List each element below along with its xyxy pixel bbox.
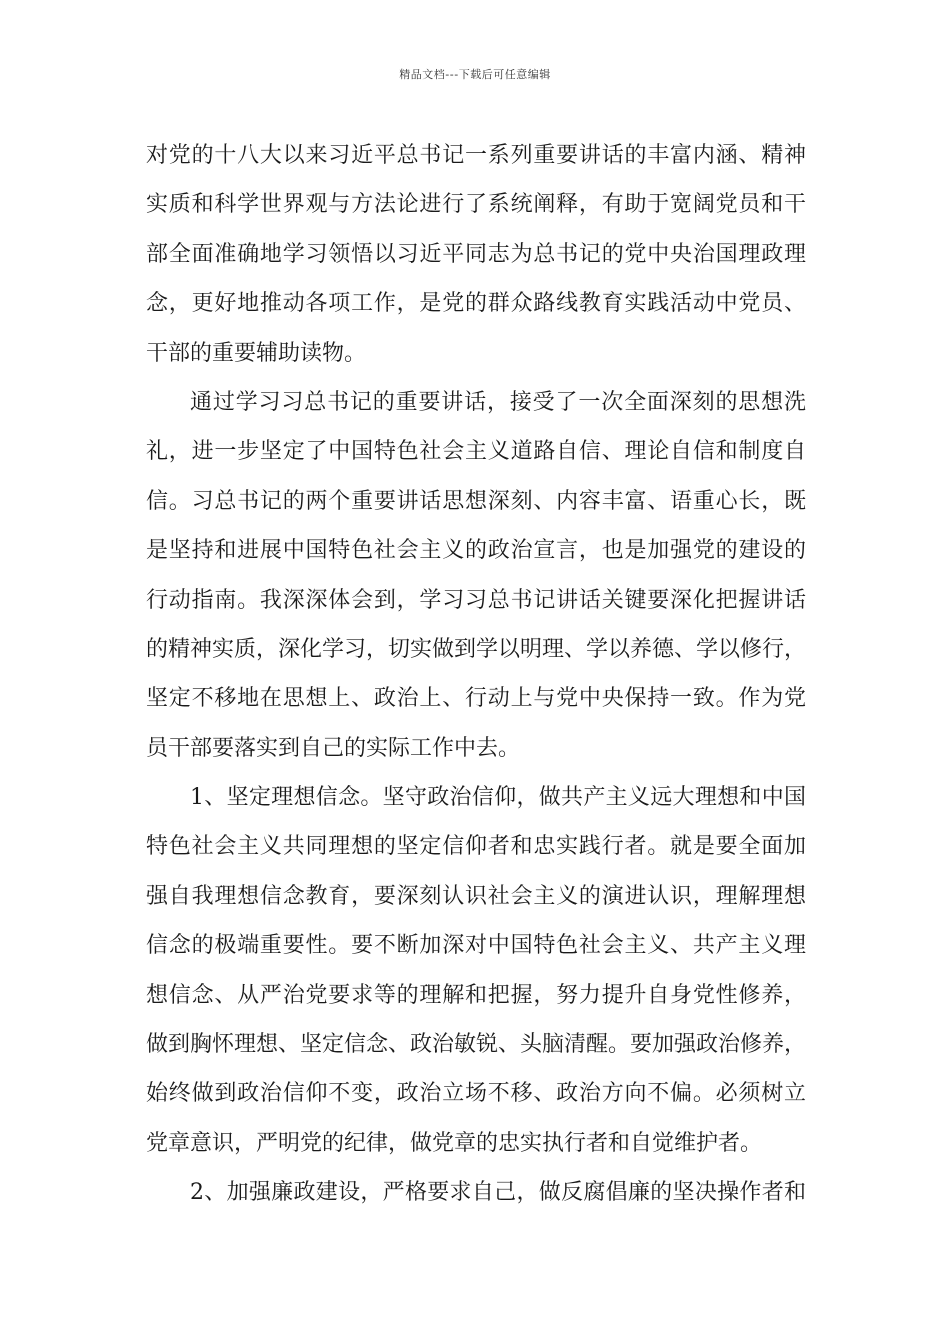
text-line: 坚定不移地在思想上、政治上、行动上与党中央保持一致。作为党 [146, 686, 806, 712]
text-line: 念，更好地推动各项工作，是党的群众路线教育实践活动中党员、 [146, 291, 806, 317]
text-line: 党章意识，严明党的纪律，做党章的忠实执行者和自觉维护者。 [146, 1130, 763, 1156]
paragraph [146, 378, 806, 773]
text-line: 部全面准确地学习领悟以习近平同志为总书记的党中央治国理政理 [146, 241, 806, 267]
page-header: 精品文档---下载后可任意编辑 [399, 68, 551, 81]
text-line: 做到胸怀理想、坚定信念、政治敏锐、头脑清醒。要加强政治修养， [146, 1032, 807, 1058]
text-line: 2、加强廉政建设，严格要求自己，做反腐倡廉的坚决操作者和 [190, 1180, 806, 1206]
text-line: 信。习总书记的两个重要讲话思想深刻、内容丰富、语重心长，既 [146, 488, 806, 514]
text-line: 1、坚定理想信念。坚守政治信仰，做共产主义远大理想和中国 [190, 785, 806, 811]
text-line: 是坚持和进展中国特色社会主义的政治宣言，也是加强党的建设的 [146, 538, 806, 564]
text-line: 行动指南。我深深体会到，学习习总书记讲话关键要深化把握讲话 [146, 587, 806, 613]
text-line: 特色社会主义共同理想的坚定信仰者和忠实践行者。就是要全面加 [146, 834, 806, 860]
text-line: 实质和科学世界观与方法论进行了系统阐释，有助于宽阔党员和干 [146, 192, 806, 218]
text-line: 的精神实质，深化学习，切实做到学以明理、学以养德、学以修行， [146, 636, 807, 662]
text-line: 员干部要落实到自己的实际工作中去。 [146, 735, 521, 761]
paragraph [146, 773, 806, 1168]
text-line: 始终做到政治信仰不变，政治立场不移、政治方向不偏。必须树立 [146, 1081, 806, 1107]
text-line: 礼，进一步坚定了中国特色社会主义道路自信、理论自信和制度自 [146, 439, 806, 465]
text-line: 通过学习习总书记的重要讲话，接受了一次全面深刻的思想洗 [190, 389, 806, 415]
paragraph [146, 131, 806, 378]
text-line: 想信念、从严治党要求等的理解和把握，努力提升自身党性修养， [146, 982, 806, 1008]
paragraph [146, 1168, 806, 1217]
text-line: 干部的重要辅助读物。 [146, 340, 367, 366]
text-line: 强自我理想信念教育，要深刻认识社会主义的演进认识，理解理想 [146, 883, 806, 909]
document-body [146, 131, 806, 1218]
text-line: 信念的极端重要性。要不断加深对中国特色社会主义、共产主义理 [146, 933, 806, 959]
text-line: 对党的十八大以来习近平总书记一系列重要讲话的丰富内涵、精神 [146, 143, 806, 168]
